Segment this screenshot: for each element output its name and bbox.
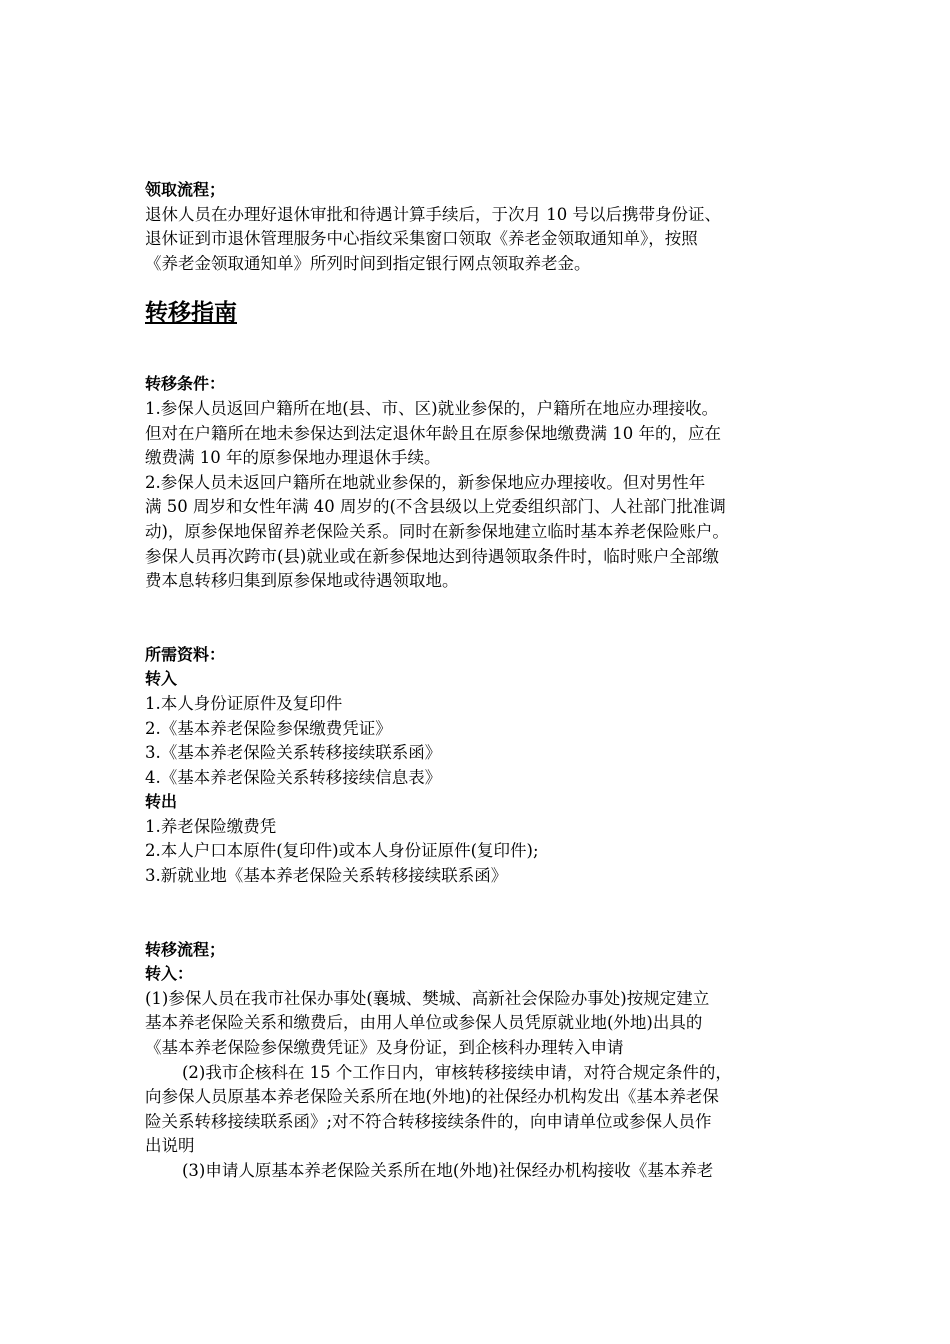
process-step1-line: 基本养老保险关系和缴费后，由用人单位或参保人员凭原就业地(外地)出具的 <box>145 1013 703 1033</box>
condition-line: 2.参保人员未返回户籍所在地就业参保的，新参保地应办理接收。但对男性年 <box>145 472 706 492</box>
condition-line: 但对在户籍所在地未参保达到法定退休年龄且在原参保地缴费满 10 年的，应在 <box>145 423 721 443</box>
condition-line: 费本息转移归集到原参保地或待遇领取地。 <box>145 571 459 591</box>
materials-in-item: 3.《基本养老保险关系转移接续联系函》 <box>145 743 442 763</box>
materials-out-item: 2.本人户口本原件(复印件)或本人身份证原件(复印件); <box>145 841 539 861</box>
transfer-guide-heading: 转移指南 <box>145 300 237 327</box>
receive-line: 退休人员在办理好退休审批和待遇计算手续后，于次月 10 号以后携带身份证、 <box>145 204 721 224</box>
process-step3-line: (3)申请人原基本养老保险关系所在地(外地)社保经办机构接收《基本养老 <box>182 1161 714 1180</box>
transfer-process-title: 转移流程； <box>145 939 226 959</box>
receive-process-title: 领取流程； <box>145 180 226 199</box>
process-step2-line: 险关系转移接续联系函》;对不符合转移接续条件的，向申请单位或参保人员作 <box>145 1111 712 1131</box>
condition-line: 动)，原参保地保留养老保险关系。同时在新参保地建立临时基本养老保险账户。 <box>145 521 729 541</box>
condition-line: 参保人员再次跨市(县)就业或在新参保地达到待遇领取条件时，临时账户全部缴 <box>145 546 719 566</box>
process-step2-line: (2)我市企核科在 15 个工作日内，审核转移接续申请，对符合规定条件的， <box>182 1062 732 1082</box>
receive-line: 退休证到市退休管理服务中心指纹采集窗口领取《养老金领取通知单》，按照 <box>145 229 698 249</box>
materials-in-label: 转入 <box>145 669 178 689</box>
process-step2-line: 出说明 <box>145 1136 195 1156</box>
materials-out-item: 3.新就业地《基本养老保险关系转移接续联系函》 <box>145 866 508 886</box>
condition-line: 1.参保人员返回户籍所在地(县、市、区)就业参保的，户籍所在地应办理接收。 <box>145 398 719 418</box>
process-step1-line: 《基本养老保险参保缴费凭证》及身份证，到企核科办理转入申请 <box>145 1038 624 1058</box>
materials-title: 所需资料： <box>145 644 226 664</box>
materials-in-item: 1.本人身份证原件及复印件 <box>145 693 343 713</box>
process-step1-line: (1)参保人员在我市社保办事处(襄城、樊城、高新社会保险办事处)按规定建立 <box>145 988 710 1008</box>
condition-line: 缴费满 10 年的原参保地办理退休手续。 <box>145 448 441 468</box>
document-page <box>145 178 810 1184</box>
materials-out-label: 转出 <box>145 792 178 812</box>
transfer-conditions-title: 转移条件： <box>145 374 226 394</box>
materials-out-item: 1.养老保险缴费凭 <box>145 816 277 836</box>
condition-line: 满 50 周岁和女性年满 40 周岁的(不含县级以上党委组织部门、人社部门批准调 <box>145 497 726 517</box>
process-in-label: 转入： <box>145 964 194 984</box>
process-step2-line: 向参保人员原基本养老保险关系所在地(外地)的社保经办机构发出《基本养老保 <box>145 1087 719 1107</box>
materials-in-item: 2.《基本养老保险参保缴费凭证》 <box>145 718 392 738</box>
materials-in-item: 4.《基本养老保险关系转移接续信息表》 <box>145 767 442 787</box>
receive-line: 《养老金领取通知单》所列时间到指定银行网点领取养老金。 <box>145 253 591 273</box>
